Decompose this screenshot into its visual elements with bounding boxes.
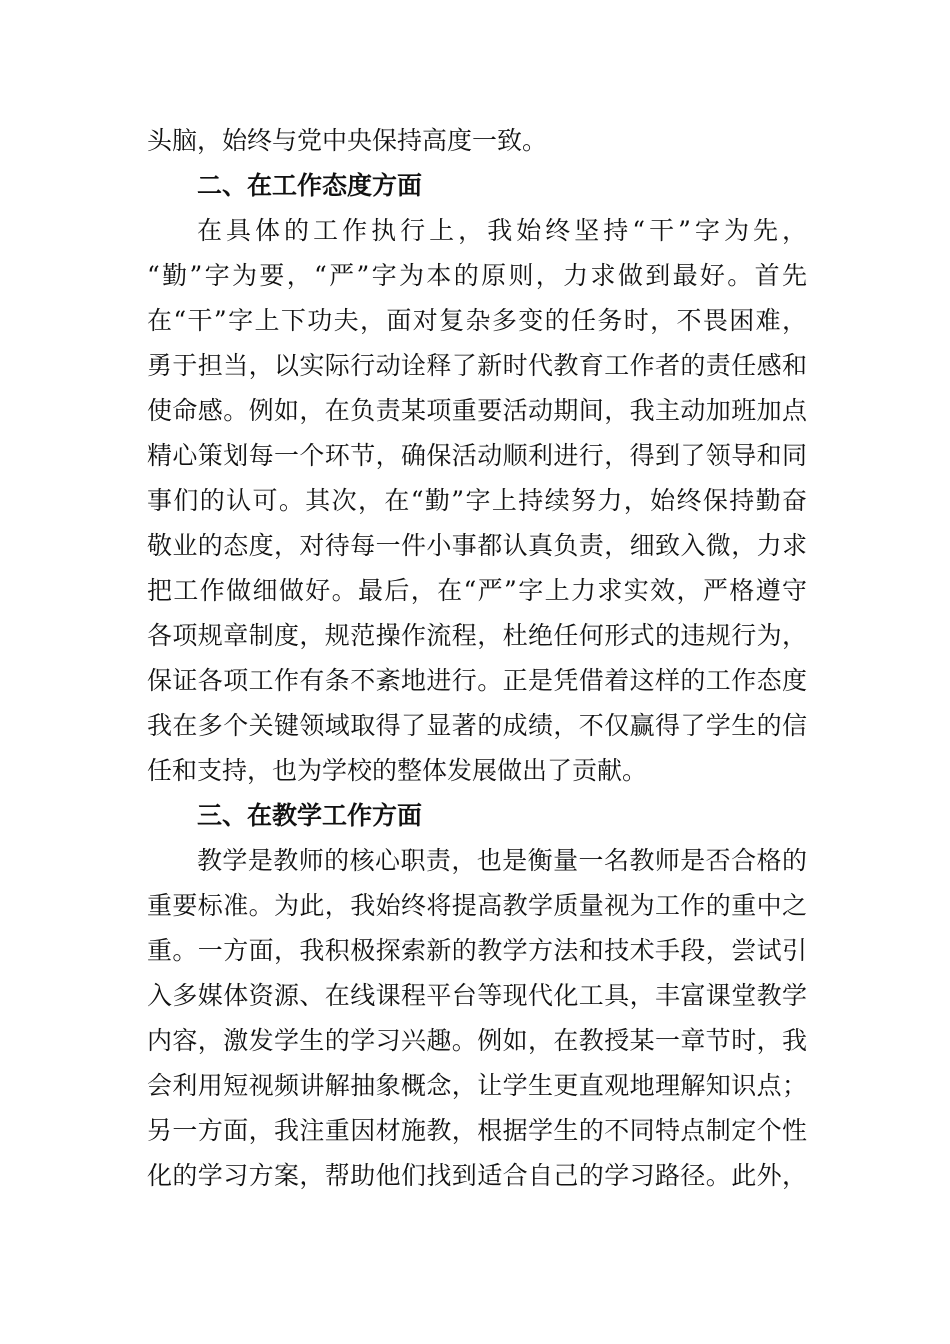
body-text-line: 各项规章制度，规范操作流程，杜绝任何形式的违规行为， <box>147 621 807 650</box>
body-text-line: 使命感。例如，在负责某项重要活动期间，我主动加班加点 <box>147 396 807 425</box>
section-heading-teaching-work: 三、在教学工作方面 <box>197 801 423 830</box>
section-heading-work-attitude: 二、在工作态度方面 <box>197 171 423 200</box>
body-text-line: 敬业的态度，对待每一件小事都认真负责，细致入微，力求 <box>147 531 807 560</box>
body-text-line: 在“干”字上下功夫，面对复杂多变的任务时，不畏困难， <box>147 306 807 335</box>
body-text-line: 精心策划每一个环节，确保活动顺利进行，得到了领导和同 <box>147 441 807 470</box>
body-text-line: 任和支持，也为学校的整体发展做出了贡献。 <box>147 756 648 785</box>
body-text-line: 重要标准。为此，我始终将提高教学质量视为工作的重中之 <box>147 891 807 920</box>
body-text-line: 我在多个关键领域取得了显著的成绩，不仅赢得了学生的信 <box>147 711 807 740</box>
body-text-line: 会利用短视频讲解抽象概念，让学生更直观地理解知识点； <box>147 1071 807 1100</box>
body-text-line: “勤”字为要，“严”字为本的原则，力求做到最好。首先 <box>147 261 807 290</box>
body-text-line: 头脑，始终与党中央保持高度一致。 <box>147 126 548 155</box>
body-text-line: 重。一方面，我积极探索新的教学方法和技术手段，尝试引 <box>147 936 807 965</box>
body-text-line: 把工作做细做好。最后，在“严”字上力求实效，严格遵守 <box>147 576 807 605</box>
body-text-line: 保证各项工作有条不紊地进行。正是凭借着这样的工作态度 <box>147 666 807 695</box>
body-text-line: 事们的认可。其次，在“勤”字上持续努力，始终保持勤奋 <box>147 486 807 515</box>
body-text-line: 另一方面，我注重因材施教，根据学生的不同特点制定个性 <box>147 1116 807 1145</box>
body-text-line: 勇于担当，以实际行动诠释了新时代教育工作者的责任感和 <box>147 351 807 380</box>
body-text-line: 在具体的工作执行上，我始终坚持“干”字为先， <box>197 216 807 245</box>
body-text-line: 化的学习方案，帮助他们找到适合自己的学习路径。此外， <box>147 1161 807 1190</box>
body-text-line: 入多媒体资源、在线课程平台等现代化工具，丰富课堂教学 <box>147 981 807 1010</box>
body-text-line: 内容，激发学生的学习兴趣。例如，在教授某一章节时，我 <box>147 1026 807 1055</box>
body-text-line: 教学是教师的核心职责，也是衡量一名教师是否合格的 <box>197 846 807 875</box>
